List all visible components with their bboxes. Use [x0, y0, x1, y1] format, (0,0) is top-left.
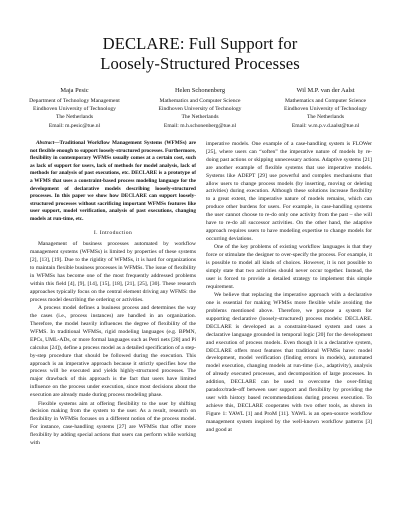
title-line-2: Loosely-Structured Processes — [100, 54, 300, 73]
author-name: Wil M.P. van der Aalst — [296, 87, 355, 94]
left-column — [30, 140, 196, 448]
author-dept: Mathematics and Computer Science — [159, 97, 241, 104]
author-dept: Department of Technology Management — [29, 97, 120, 104]
abstract-text: —Traditional Workflow Management Systems (WFMSs) are not flexible enough to support loosely-structured processes. Furthermore, flexibility in contemporary WFMSs usually comes at a certain cost, such as lack of support for users, lack of methods for model analysis, lack of methods for analysis of past executions, etc. DECLARE is a prototype of a WFMS that uses a constraint-based process modeling language for the development of declarative models describing loosely-structured processes. In this paper we show how DECLARE can support loosely-structured processes without sacrificing important WFMSs features like user support, model verification, analysis of past executions, changing models at run-time, etc. — [30, 140, 196, 222]
title-line-1: DECLARE: Full Support for — [102, 34, 298, 53]
paper-title — [0, 34, 400, 74]
author-org: Eindhoven University of Technology — [33, 105, 116, 112]
author-country: The Netherlands — [306, 114, 345, 121]
author-name: Maja Pesic — [60, 87, 89, 94]
author-country: The Netherlands — [181, 114, 219, 121]
paragraph: imperative models. One example of a case-handling system is FLOWer [25], where users can “soften” the imperative nature of models by re-doing past actions or skipping unnecessary actions. Adaptive systems [21] are another example of flexible systems that use imperative models. Systems like ADEPT [29] use powerful and complex mechanisms that allow users to change process models (by inserting, moving or deleting activities) during execution. Although these solutions increase flexibility to a great extent, the imperative nature of models remains, which can produce other burdens for users. For example, in case-handling systems the user cannot choose to re-do only one activity from the past – she will have to re-do all successor activities. On the other hand, the adaptive approach requires users to have modeling expertise to change models for occurring deviations. — [206, 141, 372, 242]
author-name: Helen Schonenberg — [174, 87, 226, 94]
paragraph: A process model defines a business process and determines the way the cases (i.e., process instances) are handled in an organization. Therefore, the model heavily influences the degree of flexibility of the WFMS. In traditional WFMSs, rigid modeling languages (e.g. BPMN, EPCs, UML-ADs, or more formal languages such as Petri nets [28] and Pi calculus [24]), define a process model as a detailed specification of a step-by-step procedure that should be followed during the execution. This approach is an imperative approach because it strictly specifies how the process will be executed and yields highly-structured processes. The major drawback of this approach is the fact that users have limited influence on the process under execution, since most decisions about the execution are already made during process modeling phase. — [30, 305, 196, 399]
paragraph: We believe that replacing the imperative approach with a declarative one is essential for making WFMSs more flexible while avoiding the problems mentioned above. Therefore, we propose a system for supporting declarative (loosely-structured) process models: DECLARE. DECLARE is developed as a constraint-based system and uses a declarative language grounded in temporal logic [20] for the development and execution of process models. Even though it is a declarative system, DECLARE offers most features that traditional WFMSs have: model development, model verification (finding errors in models), automated model execution, changing models at run-time (i.e., adaptivity), analysis of already executed processes, and decomposition of large processes. In addition, DECLARE can be used to overcome the over-fitting paradox/trade-off between user support and flexibility by providing the user with history based recommendations during process execution. To achieve this, DECLARE cooperates with two other tools, as shown in Figure 1: YAWL [1] and ProM [11]. YAWL is an open-source workflow management system inspired by the well-known workflow patterns [3] and good at — [206, 292, 372, 433]
author-email: Email: m.pesic@tue.nl — [48, 122, 101, 129]
author-1 — [12, 86, 137, 130]
abstract-lead: Abstract — [36, 140, 55, 146]
author-block — [12, 86, 388, 130]
author-email: Email: w.m.p.v.d.aalst@tue.nl — [291, 122, 360, 129]
author-org: Eindhoven University of Technology — [284, 105, 367, 112]
author-org: Eindhoven University of Technology — [158, 105, 242, 112]
author-2 — [138, 86, 263, 130]
author-email: Email: m.h.schonenberg@tue.nl — [163, 122, 237, 129]
author-country: The Netherlands — [55, 114, 94, 121]
author-3 — [263, 86, 388, 130]
abstract — [30, 140, 196, 224]
paragraph: Flexible systems aim at offering flexibility to the user by shifting decision making from the system to the user. As a result, research on flexibility in WFMSs focuses on a different notion of the process model. For instance, case-handling systems [27] are WFMSs that offer more flexibility by adding special actions that users can perform while working with — [30, 400, 196, 447]
paragraph: One of the key problems of existing workflow languages is that they force or stimulate the designer to over-specify the process. For example, it is possible to model all kinds of choices. However, it is not possible to simply state that two activities should never occur together. Instead, the user is forced to provide a detailed strategy to implement this simple requirement. — [206, 244, 372, 290]
author-dept: Mathematics and Computer Science — [285, 97, 366, 104]
right-column — [206, 141, 372, 435]
section-heading-introduction: I. Introduction — [93, 229, 133, 236]
paragraph: Management of business processes automated by workflow management systems (WFMSs) is limited by properties of these systems [2], [13], [19]. Due to the rigidity of WFMSs, it is hard for organizations to maintain flexible business processes in WFMSs. The issue of flexibility in WFMSs has become one of the most frequently addressed problems within this field [4], [9], [14], [15], [18], [21], [25], [30]. These research approaches typically focus on the central element driving any WFMS: the process model describing the ordering or activities. — [30, 241, 196, 303]
